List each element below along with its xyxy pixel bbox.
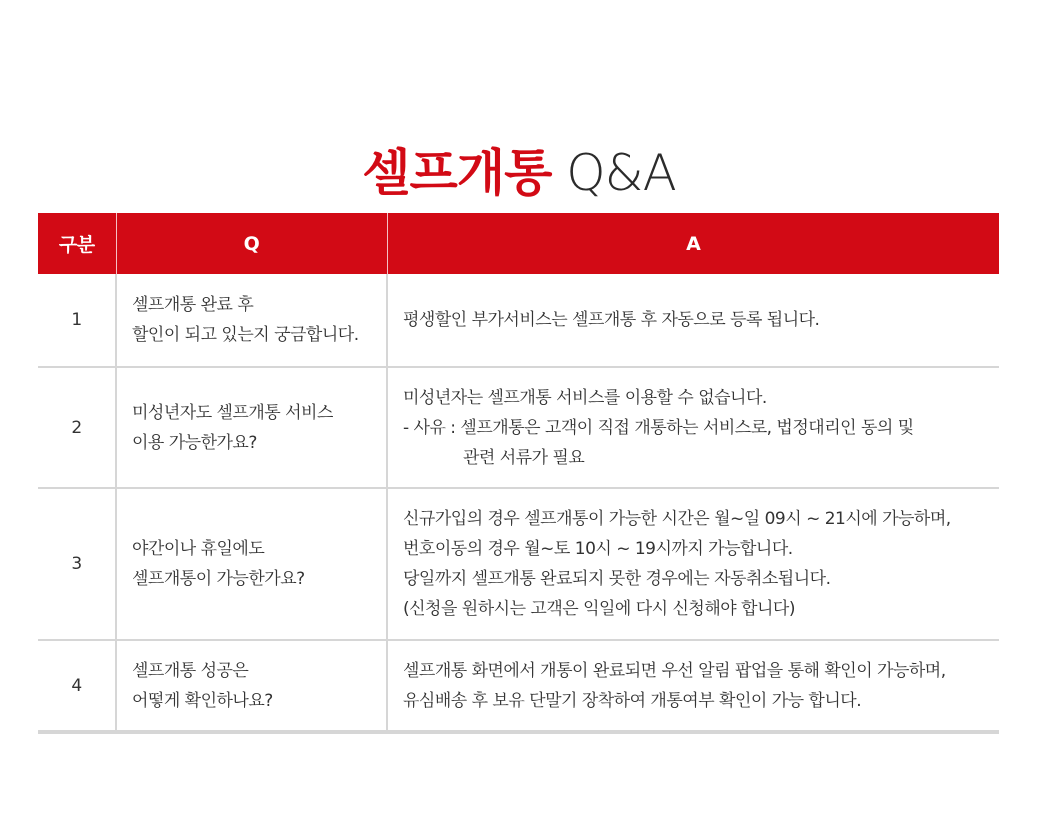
answer-line: 신규가입의 경우 셀프개통이 가능한 시간은 월~일 09시 ~ 21시에 가능하며, [403, 509, 951, 529]
answer-line-indented: 관련 서류가 필요 [463, 447, 585, 468]
question-line: 이용 가능한가요? [132, 432, 257, 453]
table-row [38, 488, 999, 640]
answer-line: 셀프개통 화면에서 개통이 완료되면 우선 알림 팝업을 통해 확인이 가능하며, [403, 660, 946, 681]
question-cell [116, 640, 387, 732]
answer-line: 미성년자는 셀프개통 서비스를 이용할 수 없습니다. [403, 387, 767, 408]
question-line: 셀프개통이 가능한가요? [132, 569, 305, 589]
page-title [0, 138, 1038, 208]
row-number: 3 [38, 488, 116, 640]
page-title-rest: Q&A [551, 143, 676, 202]
table-row [38, 640, 999, 732]
question-line: 셀프개통 완료 후 [132, 295, 254, 315]
question-cell [116, 274, 387, 367]
answer-line: 번호이동의 경우 월~토 10시 ~ 19시까지 가능합니다. [403, 539, 793, 559]
answer-line: 유심배송 후 보유 단말기 장착하여 개통여부 확인이 가능 합니다. [403, 690, 862, 711]
answer-line: (신청을 원하시는 고객은 익일에 다시 신청해야 합니다) [403, 599, 795, 619]
header-answer: A [387, 213, 999, 274]
question-line: 셀프개통 성공은 [132, 660, 249, 681]
answer-cell [387, 274, 999, 367]
table-row [38, 367, 999, 488]
answer-cell [387, 640, 999, 732]
question-line: 미성년자도 셀프개통 서비스 [132, 402, 333, 423]
question-cell [116, 488, 387, 640]
answer-line: 평생할인 부가서비스는 셀프개통 후 자동으로 등록 됩니다. [403, 310, 820, 330]
qa-table [38, 213, 999, 734]
question-line: 할인이 되고 있는지 궁금합니다. [132, 325, 359, 345]
question-cell [116, 367, 387, 488]
question-line: 야간이나 휴일에도 [132, 539, 265, 559]
answer-line: - 사유 : 셀프개통은 고객이 직접 개통하는 서비스로, 법정대리인 동의 및 [403, 417, 914, 438]
row-number: 2 [38, 367, 116, 488]
answer-cell [387, 367, 999, 488]
row-number: 4 [38, 640, 116, 732]
table-row [38, 274, 999, 367]
question-line: 어떻게 확인하나요? [132, 690, 273, 711]
answer-cell [387, 488, 999, 640]
header-question: Q [116, 213, 387, 274]
page-title-accent: 셀프개통 [362, 143, 552, 202]
answer-line: 당일까지 셀프개통 완료되지 못한 경우에는 자동취소됩니다. [403, 569, 831, 589]
header-category: 구분 [38, 213, 116, 274]
table-header-row [38, 213, 999, 274]
row-number: 1 [71, 310, 82, 330]
